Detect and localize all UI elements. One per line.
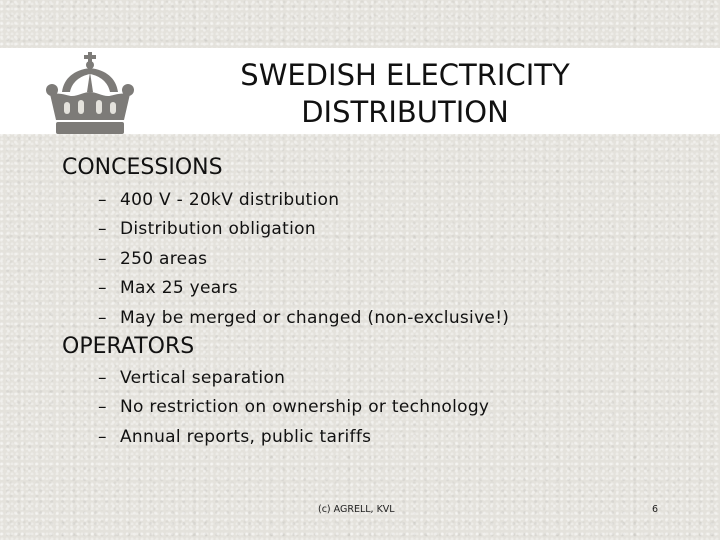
bullet-dash: – (98, 307, 107, 328)
operators-list (98, 364, 489, 452)
bullet-dash: – (98, 190, 107, 210)
title-line-2: DISTRIBUTION (301, 95, 509, 129)
list-item-text: Max 25 years (120, 278, 238, 299)
list-item (98, 423, 489, 452)
list-item (98, 393, 489, 422)
bullet-dash: – (98, 397, 107, 418)
title-line-1: SWEDISH ELECTRICITY (240, 58, 570, 92)
concessions-list (98, 186, 509, 333)
footer-copyright: (c) AGRELL, KVL (318, 504, 395, 515)
concessions-heading: CONCESSIONS (62, 155, 223, 180)
list-item (98, 186, 509, 215)
list-item (98, 215, 509, 244)
list-item (98, 245, 509, 274)
list-item-text: 400 V - 20kV distribution (120, 190, 340, 210)
bullet-dash: – (98, 248, 107, 269)
operators-heading: OPERATORS (62, 334, 195, 359)
bullet-dash: – (98, 219, 107, 240)
list-item-text: No restriction on ownership or technology (120, 397, 490, 418)
bullet-dash: – (98, 426, 107, 447)
list-item-text: May be merged or changed (non-exclusive!) (120, 307, 510, 328)
list-item (98, 364, 489, 393)
list-item-text: Vertical separation (120, 368, 286, 388)
list-item-text: Annual reports, public tariffs (120, 426, 372, 447)
crown-icon (44, 52, 136, 136)
bullet-dash: – (98, 368, 107, 388)
list-item-text: 250 areas (120, 248, 208, 269)
page-number: 6 (652, 504, 659, 515)
slide-title (200, 57, 610, 131)
list-item (98, 274, 509, 303)
bullet-dash: – (98, 278, 107, 299)
list-item-text: Distribution obligation (120, 219, 316, 240)
list-item (98, 304, 509, 333)
